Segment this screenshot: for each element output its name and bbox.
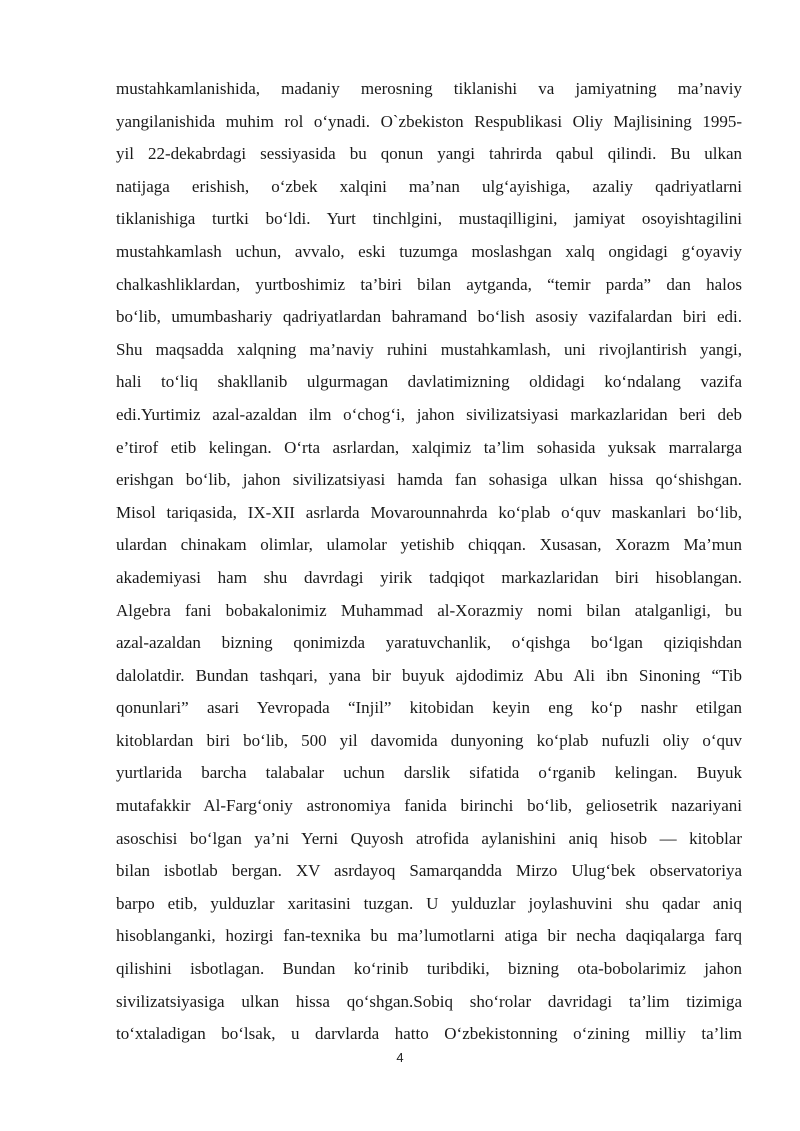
text-line: ulardan chinakam olimlar, ulamolar yetishib chiqqan. Xusasan, Xorazm Ma’mun <box>116 535 742 555</box>
text-line: dalolatdir. Bundan tashqari, yana bir buyuk ajdodimiz Abu Ali ibn Sinoning “Tib <box>116 665 742 685</box>
text-line: mutafakkir Al-Farg‘oniy astronomiya fanida birinchi bo‘lib, geliosetrik nazariyani <box>116 796 742 816</box>
text-line: hisoblanganki, hozirgi fan-texnika bu ma’lumotlarni atiga bir necha daqiqalarga farq <box>116 926 742 946</box>
text-line: qonunlari” asari Yevropada “Injil” kitobidan keyin eng ko‘p nashr etilgan <box>116 698 742 718</box>
text-line: Misol tariqasida, IX-XII asrlarda Movarounnahrda ko‘plab o‘quv maskanlari bo‘lib, <box>116 502 742 522</box>
text-line: kitoblardan biri bo‘lib, 500 yil davomida dunyoning ko‘plab nufuzli oliy o‘quv <box>116 730 742 750</box>
text-line: e’tirof etib kelingan. O‘rta asrlardan, xalqimiz ta’lim sohasida yuksak marralarga <box>116 437 742 457</box>
text-line: barpo etib, yulduzlar xaritasini tuzgan. U yulduzlar joylashuvini shu qadar aniq <box>116 893 742 913</box>
text-line: yil 22-dekabrdagi sessiyasida bu qonun yangi tahrirda qabul qilindi. Bu ulkan <box>116 144 742 164</box>
text-line: Algebra fani bobakalonimiz Muhammad al-Xorazmiy nomi bilan atalganligi, bu <box>116 600 742 620</box>
text-line: Shu maqsadda xalqning ma’naviy ruhini mustahkamlash, uni rivojlantirish yangi, <box>116 339 742 359</box>
text-line: erishgan bo‘lib, jahon sivilizatsiyasi hamda fan sohasiga ulkan hissa qo‘shishgan. <box>116 470 742 490</box>
text-line: yangilanishida muhim rol o‘ynadi. O`zbekiston Respublikasi Oliy Majlisining 1995- <box>116 111 742 131</box>
text-line: akademiyasi ham shu davrdagi yirik tadqiqot markazlaridan biri hisoblangan. <box>116 567 742 587</box>
text-line: asoschisi bo‘lgan ya’ni Yerni Quyosh atrofida aylanishini aniq hisob — kitoblar <box>116 828 742 848</box>
text-line: mustahkamlash uchun, avvalo, eski tuzumga moslashgan xalq ongidagi g‘oyaviy <box>116 241 742 261</box>
text-line: mustahkamlanishida, madaniy merosning tiklanishi va jamiyatning ma’naviy <box>116 79 742 98</box>
text-line: sivilizatsiyasiga ulkan hissa qo‘shgan.Sobiq sho‘rolar davridagi ta’lim tizimiga <box>116 991 742 1011</box>
text-line: to‘xtaladigan bo‘lsak, u darvlarda hatto O‘zbekistonning o‘zining milliy ta’lim <box>116 1024 742 1044</box>
text-line: bo‘lib, umumbashariy qadriyatlardan bahramand bo‘lish asosiy vazifalardan biri edi. <box>116 307 742 327</box>
text-line: tiklanishiga turtki bo‘ldi. Yurt tinchlgini, mustaqilligini, jamiyat osoyishtagilini <box>116 209 742 229</box>
text-line: chalkashliklardan, yurtboshimiz ta’biri bilan aytganda, “temir parda” dan halos <box>116 274 742 294</box>
text-line: azal-azaldan bizning qonimizda yaratuvchanlik, o‘qishga bo‘lgan qiziqishdan <box>116 633 742 653</box>
text-line: yurtlarida barcha talabalar uchun darslik sifatida o‘rganib kelingan. Buyuk <box>116 763 742 783</box>
text-line: hali to‘liq shakllanib ulgurmagan davlatimizning oldidagi ko‘ndalang vazifa <box>116 372 742 392</box>
text-line: qilishini isbotlagan. Bundan ko‘rinib turibdiki, bizning ota-bobolarimiz jahon <box>116 959 742 979</box>
text-line: bilan isbotlab bergan. XV asrdayoq Samarqandda Mirzo Ulug‘bek observatoriya <box>116 861 742 881</box>
page-number: 4 <box>396 1050 404 1065</box>
text-line: edi.Yurtimiz azal-azaldan ilm o‘chog‘i, jahon sivilizatsiyasi markazlaridan beri deb <box>116 404 742 424</box>
text-line: natijaga erishish, o‘zbek xalqini ma’nan ulg‘ayishiga, azaliy qadriyatlarni <box>116 176 742 196</box>
body-text <box>116 73 742 1051</box>
